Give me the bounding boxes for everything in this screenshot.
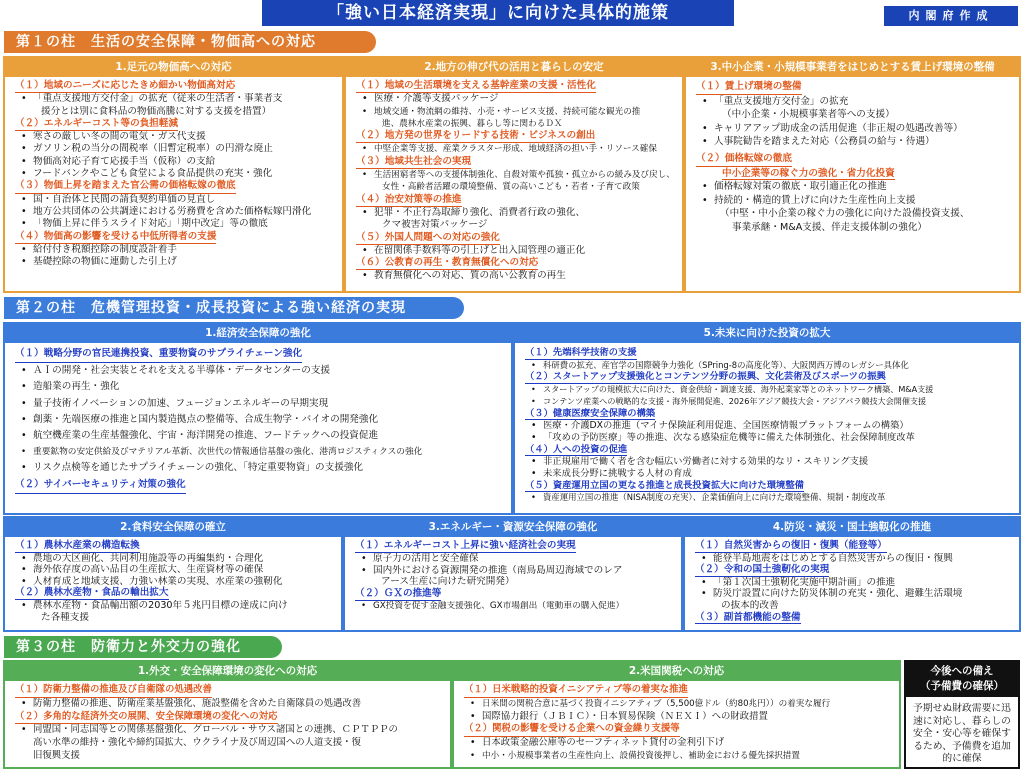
heading: （３）地域共生社会の実現 (356, 156, 677, 169)
heading: （２）サイバーセキュリティ対策の強化 (15, 477, 506, 494)
heading: （１）地域のニーズに応じたきめ細かい物価高対応 (15, 80, 337, 93)
list-item: • 非正規雇用で働く者を含む幅広い労働者に対する効果的なリ・スキリング支援 (523, 456, 1014, 468)
heading: （３）健康医療安全保障の構築 (525, 407, 656, 419)
section-header: 2.米国関税への対応 (454, 662, 899, 681)
list-item: • 地方公共団体の公共調達における労務費を含めた価格転嫁円滑化 (13, 206, 337, 218)
reserve-fund-box (904, 660, 1020, 769)
list-item-cont: 進、農林水産業の振興、暮らし等に関わるＤＸ (382, 118, 563, 129)
section-header: 1.外交・安全保障環境の変化への対応 (5, 662, 450, 681)
list-item: • ガソリン税の当分の間税率（旧暫定税率）の円滑な廃止 (13, 143, 337, 155)
list-item: • 価格転嫁対策の徹底・取引適正化の推進 (694, 180, 1014, 194)
list-item-cont: クマ被害対策パッケージ (382, 219, 488, 231)
list-item: • 在留関係手数料等の引上げと出入国管理の適正化 (354, 245, 677, 257)
heading: （１）エネルギーコスト上昇に強い経済社会の実現 (355, 540, 576, 551)
heading: （１）賃上げ環境の整備 (696, 80, 1014, 95)
heading: （１）先端科学技術の支援 (525, 347, 637, 358)
list-item: • 航空機産業の生産基盤強化、宇宙・海洋開発の推進、フードテックへの投資促進 (13, 428, 506, 444)
section-2-3 (343, 516, 683, 632)
list-item: • フードバンクやこども食堂による食品提供の充実・強化 (13, 168, 337, 180)
heading: （１）戦略分野の官民連携投資、重要物資のサプライチェーン強化 (15, 346, 506, 363)
list-item: • 日米間の関税合意に基づく投資イニシアティブ（5,500億ドル（約80兆円））の着実な履行 (462, 698, 894, 711)
list-item: • キャリアアップ助成金の活用促進（非正規の処遇改善等） (694, 122, 1014, 136)
list-item-cont: 旧復興支援 (33, 749, 80, 761)
list-item: • 医療・介護等支援パッケージ (354, 93, 677, 105)
section-header: 5.未来に向けた投資の拡大 (515, 324, 1019, 343)
page-title: 「強い日本経済実現」に向けた具体的施策 (262, 0, 734, 26)
list-item-cont: 援分とは別に食料品の物価高騰に対する支援を措置） (41, 105, 272, 117)
list-item: • 犯罪・不正行為取締り強化、消費者行政の強化、 (354, 207, 677, 219)
heading: （１）農林水産業の構造転換 (15, 540, 140, 551)
list-item: • コンテンツ産業への戦略的な支援・海外展開促進、2026年アジア競技大会・アジアパラ競技大会開催支援 (523, 396, 1014, 408)
section-2-1 (3, 322, 513, 515)
list-item: • 基礎控除の物価に連動した引上げ (13, 256, 337, 268)
list-item: • ＡＩの開発・社会実装とそれを支える半導体・データセンターの支援 (13, 363, 506, 379)
section-2-2 (3, 516, 343, 632)
list-item-cont: （中小企業・小規模事業者等への支援） (722, 109, 895, 121)
heading: （２）スタートアップ支援強化とコンテンツ分野の振興、文化芸術及びスポーツの振興 (525, 371, 886, 383)
heading: （１）防衛力整備の推進及び自衛隊の処遇改善 (15, 684, 445, 698)
list-item: • 物価高対応子育て応援手当（仮称）の支給 (13, 156, 337, 168)
list-item: • 人事院勧告を踏まえた対応（公務員の給与・待遇） (694, 135, 1014, 149)
list-item: • 重要鉱物の安定供給及びマテリアル革新、次世代の情報通信基盤の強化、港湾ロジスティクスの強化 (13, 444, 506, 460)
heading: （１）地域の生活環境を支える基幹産業の支援・活性化 (356, 80, 677, 93)
list-item: • 未来成長分野に挑戦する人材の育成 (523, 468, 1014, 480)
section-1-1 (3, 56, 344, 293)
subheading: 中小企業等の稼ぐ力の強化・省力化投資 (722, 167, 895, 179)
heading: （２）多角的な経済外交の展開、安全保障環境の変化への対応 (15, 711, 445, 725)
list-item: • 資産運用立国の推進（NISA制度の充実）、企業価値向上に向けた環境整備、規制・制度改革 (523, 492, 1014, 504)
list-item: • 「第１次国土強靭化実施中期計画」の推進 (693, 577, 1014, 589)
list-item: • 原子力の活用と安全確保 (353, 553, 676, 565)
section-header: 4.防災・減災・国土強靱化の推進 (685, 518, 1019, 537)
heading: （３）副首都機能の整備 (695, 611, 801, 623)
list-item: • 中堅企業等支援、産業クラスター形成、地域経済の担い手・リソース確保 (354, 143, 677, 155)
heading: （５）外国人問題への対応の強化 (356, 232, 677, 245)
heading: （２）農林水産物・食品の輸出拡大 (15, 587, 169, 599)
list-item: • 日本政策金融公庫等のセーフティネット貸付の金利引下げ (462, 737, 894, 750)
heading: （２）エネルギーコスト等の負担軽減 (15, 118, 337, 131)
list-item: • 寒さの厳しい冬の間の電気・ガス代支援 (13, 131, 337, 143)
section-header: 2.地方の伸び代の活用と暮らしの安定 (346, 58, 682, 77)
pillar-1-title: 第１の柱 生活の安全保障・物価高への対応 (4, 31, 376, 53)
list-item-cont: 女性・高齢者活躍の環境整備、質の高いこども・若者・子育て政策 (382, 182, 640, 193)
heading: （１）自然災害からの復旧・復興（能登等） (695, 540, 887, 551)
section-2-4 (683, 516, 1021, 632)
heading: （２）関税の影響を受ける企業への資金繰り支援等 (464, 723, 894, 737)
list-item: • 持続的・構造的賃上げに向けた生産性向上支援 (694, 194, 1014, 208)
heading: （２）令和の国土強靭化の実現 (695, 564, 830, 576)
list-item-cont: た各種支援 (41, 611, 89, 623)
section-3-1 (3, 660, 452, 769)
list-item: • 生活困窮者等への支援体制強化、自殺対策や孤独・孤立からの緩み及び戻し、 (354, 169, 677, 181)
section-header: 2.食料安全保障の確立 (5, 518, 341, 537)
list-item: • 造船業の再生・強化 (13, 379, 506, 395)
section-header: 3.中小企業・小規模事業者をはじめとする賃上げ環境の整備 (686, 58, 1019, 77)
list-item: • 国・自治体と民間の請負契約単価の見直し (13, 194, 337, 206)
list-item: • 防災庁設置に向けた防災体制の充実・強化、避難生活環境 (693, 588, 1014, 600)
list-item: • 給付付き税額控除の制度設計着手 (13, 244, 337, 256)
pillar-3-title: 第３の柱 防衛力と外交力の強化 (4, 636, 282, 658)
list-item: • 「物価上昇に伴うスライド対応」「期中改定」等の徹底 (13, 218, 337, 230)
list-item: • 創薬・先端医療の推進と国内製造拠点の整備等、合成生物学・バイオの開発強化 (13, 412, 506, 428)
heading: （２）価格転嫁の徹底 (696, 152, 1014, 167)
heading: （２）ＧＸの推進等 (355, 588, 442, 600)
list-item: • 海外依存度の高い品目の生産拡大、生産資材等の確保 (13, 564, 336, 576)
list-item-cont: 高い水準の維持・強化や締約国拡大、ウクライナ及び周辺国への人道支援・復 (33, 737, 361, 749)
heading: （３）物価上昇を踏まえた官公需の価格転嫁の徹底 (15, 180, 337, 193)
list-item-cont: の抜本的改善 (721, 599, 779, 611)
section-1-2 (344, 56, 684, 293)
heading: （４）物価高の影響を受ける中低所得者の支援 (15, 231, 337, 244)
list-item: • 同盟国・同志国等との関係基盤強化、グローバル・サウス諸国との連携、ＣＰＴＰＰの (13, 724, 445, 737)
list-item: • 「攻めの予防医療」等の推進、次なる感染症危機等に備えた体制強化、社会保障制度改革 (523, 432, 1014, 444)
list-item: • 「重点支援地方交付金」の拡充（従来の生活者・事業者支 (13, 93, 337, 105)
section-1-3 (684, 56, 1021, 293)
reserve-fund-text: 予期せぬ財政需要に迅速に対応し、暮らしの安全・安心等を確保するため、予備費を追加的に確保 (913, 703, 1011, 764)
section-header: 3.エネルギー・資源安全保障の強化 (345, 518, 681, 537)
heading: （４）治安対策等の推進 (356, 194, 677, 207)
list-item: • 農林水産物・食品輸出額の2030年５兆円目標の達成に向け (13, 600, 336, 612)
list-item: • リスク点検等を通じたサプライチェーンの強化、「特定重要物資」の支援強化 (13, 460, 506, 476)
list-item-cont: アース生産に向けた研究開発） (381, 576, 515, 588)
heading: （５）資産運用立国の更なる推進と成長投資拡大に向けた環境整備 (525, 479, 804, 491)
list-item: • 量子技術イノベーションの加速、フュージョンエネルギーの早期実現 (13, 396, 506, 412)
section-header: 1.足元の物価高への対応 (5, 58, 342, 77)
list-item: • 地域交通・物流網の維持、小売・サービス支援、持続可能な観光の推 (354, 106, 677, 118)
list-item: • 中小・小規模事業者の生産性向上、設備投資後押し、補助金における優先採択措置 (462, 750, 894, 763)
list-item: • 能登半島地震をはじめとする自然災害からの復旧・復興 (693, 553, 1014, 565)
pillar-2-title: 第２の柱 危機管理投資・成長投資による強い経済の実現 (4, 297, 464, 319)
list-item: • 教育無償化への対応、質の高い公教育の再生 (354, 270, 677, 282)
section-header: 1.経済安全保障の強化 (5, 324, 511, 343)
list-note: （中堅・中小企業の稼ぐ力の強化に向けた設備投資支援、 (720, 208, 970, 220)
heading: （６）公教育の再生・教育無償化への対応 (356, 257, 677, 270)
list-item: • 医療・介護DXの推進（マイナ保険証利用促進、全国医療情報プラットフォームの構築） (523, 420, 1014, 432)
list-item: • 国際協力銀行（ＪＢＩＣ）・日本貿易保険（ＮＥＸＩ）への財政措置 (462, 711, 894, 724)
list-item: • 国内外における資源開発の推進（南鳥島周辺海域でのレア (353, 565, 676, 577)
list-item: • GX投資を促す金融支援強化、GX市場創出（電動車の購入促進） (353, 601, 676, 613)
list-item: • 科研費の拡充、産官学の国際競争力強化（SPring-8の高度化等）、大阪関西万博のレガシー具体化 (523, 360, 1014, 372)
section-2-5 (513, 322, 1021, 515)
heading: （４）人への投資の促進 (525, 443, 628, 455)
list-item: • 「重点支援地方交付金」の拡充 (694, 95, 1014, 109)
list-item: • 農地の大区画化、共同利用施設等の再編集約・合理化 (13, 553, 336, 565)
list-item: • スタートアップの規模拡大に向けた、資金供給・調達支援、海外起業家等とのネットワーク構築、M&A支援 (523, 384, 1014, 396)
author-badge: 内閣府作成 (884, 6, 1018, 26)
list-item: • 人材育成と地域支援、力強い林業の実現、水産業の強靭化 (13, 576, 336, 588)
reserve-fund-header: 今後への備え （予備費の確保） (906, 662, 1018, 697)
list-item: • 防衛力整備の推進、防衛産業基盤強化、施設整備を含めた自衛隊員の処遇改善 (13, 698, 445, 711)
heading: （１）日米戦略的投資イニシアティブ等の着実な推進 (464, 684, 894, 698)
list-note: 事業承継・M&A支援、伴走支援体制の強化） (732, 221, 928, 233)
section-3-2 (452, 660, 901, 769)
heading: （２）地方発の世界をリードする技術・ビジネスの創出 (356, 130, 677, 143)
